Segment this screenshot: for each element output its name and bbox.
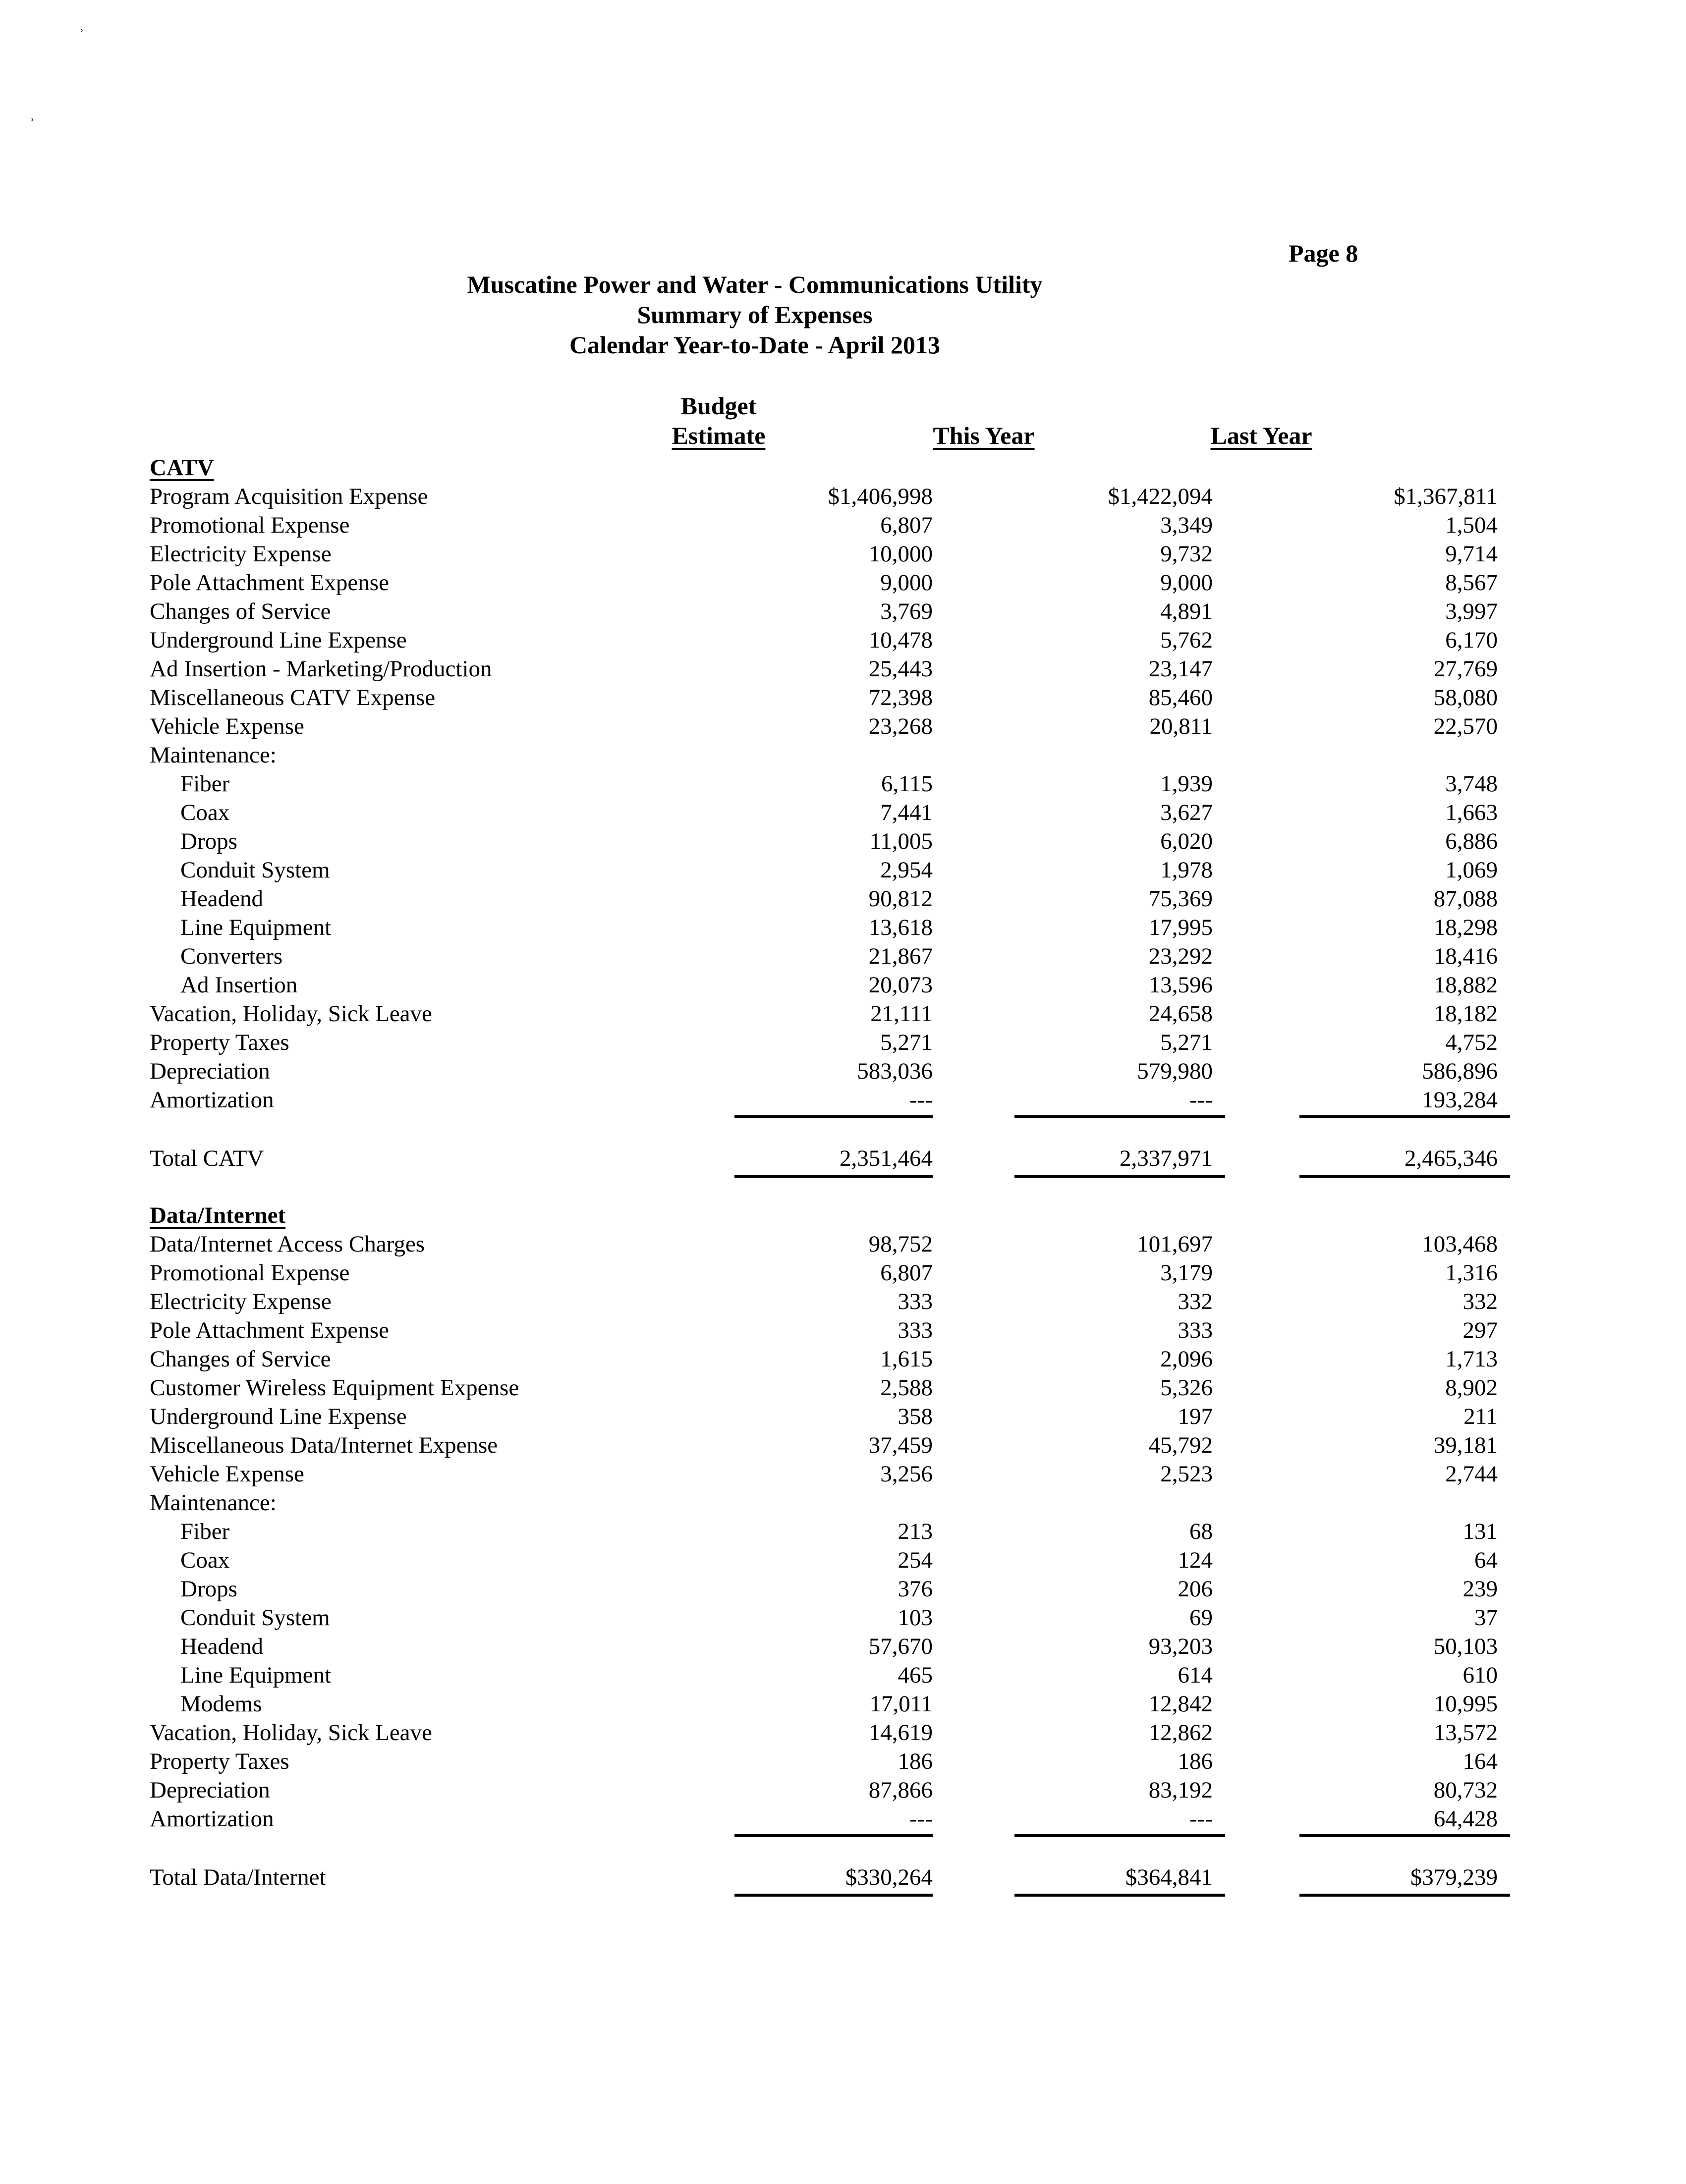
last-year-value: 13,572 — [1433, 1720, 1498, 1746]
table-row — [150, 1603, 1498, 1632]
row-label: Vacation, Holiday, Sick Leave — [150, 1720, 432, 1746]
table-row — [150, 1345, 1498, 1373]
last-year-value: 18,182 — [1433, 1001, 1498, 1027]
table-row — [150, 1028, 1498, 1057]
row-label: Coax — [180, 800, 230, 825]
last-year-value: 610 — [1462, 1662, 1498, 1688]
this-year-value: 3,627 — [1160, 800, 1213, 825]
last-year-value: 164 — [1462, 1748, 1498, 1774]
budget-value: 11,005 — [869, 828, 933, 854]
this-year-value: 83,192 — [1148, 1777, 1213, 1803]
row-label: Vacation, Holiday, Sick Leave — [150, 1001, 432, 1027]
table-row — [150, 827, 1498, 856]
last-year-value: 18,298 — [1433, 915, 1498, 940]
last-year-value: 22,570 — [1433, 713, 1498, 739]
budget-value: 583,036 — [857, 1058, 933, 1084]
this-year-value: 9,732 — [1160, 541, 1213, 567]
column-header-budget-estimate: Estimate — [672, 422, 766, 449]
budget-value: 10,000 — [868, 541, 933, 567]
row-label: Property Taxes — [150, 1748, 289, 1774]
table-row — [150, 1057, 1498, 1086]
underline-rule — [734, 1834, 933, 1837]
table-row — [150, 884, 1498, 913]
this-year-value: 23,147 — [1148, 656, 1213, 682]
budget-value: 9,000 — [880, 570, 933, 596]
table-row — [150, 712, 1498, 741]
budget-value: 10,478 — [868, 627, 933, 653]
table-row — [150, 1546, 1498, 1575]
section-header-data-internet — [150, 1201, 1364, 1230]
this-year-value: 1,939 — [1160, 771, 1213, 797]
this-year-value: 2,096 — [1160, 1346, 1213, 1372]
row-label: Promotional Expense — [150, 1260, 350, 1286]
last-year-value: 37 — [1474, 1605, 1498, 1631]
last-year-value: 64,428 — [1433, 1806, 1498, 1832]
row-label: Electricity Expense — [150, 541, 332, 567]
this-year-value: 5,326 — [1160, 1375, 1213, 1401]
column-header-budget-top: Budget — [680, 392, 757, 420]
budget-value: 254 — [898, 1547, 933, 1573]
underline-rule — [734, 1115, 933, 1118]
budget-value: 87,866 — [868, 1777, 933, 1803]
budget-value: 1,615 — [880, 1346, 933, 1372]
row-label: Coax — [180, 1547, 230, 1573]
table-row — [150, 1632, 1498, 1661]
this-year-value: 13,596 — [1148, 972, 1213, 998]
budget-value: 37,459 — [868, 1432, 933, 1458]
row-label: Miscellaneous Data/Internet Expense — [150, 1432, 498, 1458]
last-year-value: 9,714 — [1445, 541, 1498, 567]
budget-value: 3,256 — [880, 1461, 933, 1487]
this-year-value: 197 — [1178, 1404, 1213, 1429]
report-period: Calendar Year-to-Date - April 2013 — [569, 331, 941, 359]
section-title: Data/Internet — [150, 1202, 286, 1228]
budget-value: 6,807 — [880, 1260, 933, 1286]
this-year-value: 333 — [1178, 1317, 1213, 1343]
this-year-value: 101,697 — [1137, 1231, 1213, 1257]
budget-value: 2,954 — [880, 857, 933, 883]
table-row — [150, 683, 1498, 712]
last-year-value: 6,170 — [1445, 627, 1498, 653]
last-year-value: 8,567 — [1445, 570, 1498, 596]
row-label: Pole Attachment Expense — [150, 570, 389, 596]
row-label: Changes of Service — [150, 599, 331, 624]
last-year-value: 87,088 — [1433, 886, 1498, 912]
last-year-value: 18,416 — [1433, 943, 1498, 969]
this-year-value: 6,020 — [1160, 828, 1213, 854]
table-row — [150, 626, 1498, 655]
last-year-value: 103,468 — [1422, 1231, 1498, 1257]
last-year-value: 2,465,346 — [1405, 1146, 1498, 1171]
budget-value: 3,769 — [880, 599, 933, 624]
this-year-value: 24,658 — [1148, 1001, 1213, 1027]
budget-value: 6,115 — [881, 771, 933, 797]
budget-value: 14,619 — [868, 1720, 933, 1746]
underline-rule — [1014, 1175, 1225, 1178]
this-year-value: 17,995 — [1148, 915, 1213, 940]
table-row — [150, 1718, 1498, 1747]
row-label: Depreciation — [150, 1058, 270, 1084]
budget-value: --- — [909, 1087, 933, 1113]
this-year-value: 1,978 — [1160, 857, 1213, 883]
page-number: Page 8 — [1289, 239, 1358, 267]
row-label: Promotional Expense — [150, 512, 350, 538]
table-row — [150, 1316, 1498, 1345]
budget-value: 21,867 — [868, 943, 933, 969]
budget-value: 98,752 — [868, 1231, 933, 1257]
budget-value: 5,271 — [880, 1030, 933, 1055]
this-year-value: 12,862 — [1148, 1720, 1213, 1746]
section-title: CATV — [150, 455, 214, 481]
underline-rule — [1014, 1115, 1225, 1118]
this-year-value: 2,337,971 — [1120, 1146, 1213, 1171]
this-year-value: 579,980 — [1137, 1058, 1213, 1084]
table-row — [150, 1287, 1498, 1316]
budget-value: 72,398 — [868, 685, 933, 710]
underline-rule — [1299, 1175, 1510, 1178]
table-row — [150, 540, 1498, 568]
table-row — [150, 511, 1498, 540]
row-label: Ad Insertion - Marketing/Production — [150, 656, 492, 682]
budget-value: $1,406,998 — [828, 484, 933, 509]
row-label: Total Data/Internet — [150, 1864, 326, 1890]
column-header-this-year: This Year — [933, 422, 1035, 449]
row-label: Headend — [180, 1634, 264, 1659]
table-row — [150, 1258, 1498, 1287]
this-year-value: 9,000 — [1160, 570, 1213, 596]
table-row — [150, 1086, 1498, 1114]
table-row — [150, 1230, 1498, 1258]
this-year-value: 75,369 — [1148, 886, 1213, 912]
this-year-value: 124 — [1178, 1547, 1213, 1573]
last-year-value: 50,103 — [1433, 1634, 1498, 1659]
table-row — [150, 1460, 1498, 1488]
table-row — [150, 482, 1498, 511]
this-year-value: 20,811 — [1149, 713, 1213, 739]
this-year-value: 4,891 — [1160, 599, 1213, 624]
table-row — [150, 856, 1498, 884]
section-header-catv — [150, 453, 1364, 482]
this-year-value: 68 — [1189, 1519, 1213, 1544]
total-row-data-internet — [150, 1863, 1498, 1892]
table-row — [150, 1690, 1498, 1718]
budget-value: 213 — [898, 1519, 933, 1544]
table-row — [150, 913, 1498, 942]
this-year-value: $1,422,094 — [1108, 484, 1213, 509]
last-year-value: 1,713 — [1445, 1346, 1498, 1372]
this-year-value: 93,203 — [1148, 1634, 1213, 1659]
last-year-value: 297 — [1462, 1317, 1498, 1343]
last-year-value: $1,367,811 — [1394, 484, 1498, 509]
row-label: Customer Wireless Equipment Expense — [150, 1375, 519, 1401]
budget-value: 13,618 — [868, 915, 933, 940]
last-year-value: 1,663 — [1445, 800, 1498, 825]
budget-value: 6,807 — [880, 512, 933, 538]
underline-rule — [734, 1175, 933, 1178]
table-row — [150, 1747, 1498, 1776]
budget-value: 57,670 — [868, 1634, 933, 1659]
table-row — [150, 1776, 1498, 1804]
this-year-value: 12,842 — [1148, 1691, 1213, 1717]
budget-value: 186 — [898, 1748, 933, 1774]
underline-rule — [1014, 1834, 1225, 1837]
table-row — [150, 942, 1498, 971]
last-year-value: 332 — [1462, 1289, 1498, 1314]
row-label: Modems — [180, 1691, 262, 1717]
table-row — [150, 1488, 1364, 1517]
this-year-value: 332 — [1178, 1289, 1213, 1314]
last-year-value: 3,997 — [1445, 599, 1498, 624]
this-year-value: 5,762 — [1160, 627, 1213, 653]
row-label: Drops — [180, 1576, 237, 1602]
underline-rule — [1299, 1834, 1510, 1837]
table-row — [150, 1402, 1498, 1431]
report-subtitle: Summary of Expenses — [637, 301, 873, 328]
row-label: Total CATV — [150, 1146, 264, 1171]
last-year-value: 131 — [1462, 1519, 1498, 1544]
row-label: Miscellaneous CATV Expense — [150, 685, 436, 710]
budget-value: 20,073 — [868, 972, 933, 998]
last-year-value: 6,886 — [1445, 828, 1498, 854]
budget-value: 2,351,464 — [840, 1146, 933, 1171]
row-label: Fiber — [180, 771, 230, 797]
row-label: Fiber — [180, 1519, 230, 1544]
budget-value: --- — [909, 1806, 933, 1832]
total-row-catv — [150, 1144, 1498, 1173]
row-label: Ad Insertion — [180, 972, 298, 998]
budget-value: 333 — [898, 1317, 933, 1343]
this-year-value: 69 — [1189, 1605, 1213, 1631]
table-row — [150, 655, 1498, 683]
row-label: Line Equipment — [180, 915, 332, 940]
this-year-value: 3,349 — [1160, 512, 1213, 538]
budget-value: 90,812 — [868, 886, 933, 912]
table-row — [150, 798, 1498, 827]
underline-rule — [1014, 1894, 1225, 1897]
last-year-value: 211 — [1463, 1404, 1498, 1429]
last-year-value: 58,080 — [1433, 685, 1498, 710]
budget-value: 376 — [898, 1576, 933, 1602]
last-year-value: 4,752 — [1445, 1030, 1498, 1055]
this-year-value: 5,271 — [1160, 1030, 1213, 1055]
last-year-value: 1,069 — [1445, 857, 1498, 883]
budget-value: 17,011 — [869, 1691, 933, 1717]
last-year-value: 3,748 — [1445, 771, 1498, 797]
budget-value: 7,441 — [880, 800, 933, 825]
last-year-value: 18,882 — [1433, 972, 1498, 998]
budget-value: 103 — [898, 1605, 933, 1631]
report-title: Muscatine Power and Water - Communications Utility — [467, 271, 1043, 298]
this-year-value: 3,179 — [1160, 1260, 1213, 1286]
row-label: Drops — [180, 828, 237, 854]
this-year-value: $364,841 — [1125, 1864, 1213, 1890]
last-year-value: 2,744 — [1445, 1461, 1498, 1487]
table-row — [150, 1517, 1498, 1546]
table-row — [150, 597, 1498, 626]
budget-value: 358 — [898, 1404, 933, 1429]
table-row — [150, 741, 1364, 769]
row-label: Vehicle Expense — [150, 713, 304, 739]
this-year-value: 614 — [1178, 1662, 1213, 1688]
table-row — [150, 1373, 1498, 1402]
last-year-value: 64 — [1474, 1547, 1498, 1573]
budget-value: 333 — [898, 1289, 933, 1314]
budget-value: 25,443 — [868, 656, 933, 682]
last-year-value: 8,902 — [1445, 1375, 1498, 1401]
row-label: Maintenance: — [150, 742, 277, 768]
last-year-value: 586,896 — [1422, 1058, 1498, 1084]
row-label: Converters — [180, 943, 283, 969]
table-row — [150, 1575, 1498, 1603]
table-row — [150, 999, 1498, 1028]
row-label: Amortization — [150, 1806, 274, 1832]
this-year-value: 23,292 — [1148, 943, 1213, 969]
last-year-value: 1,316 — [1445, 1260, 1498, 1286]
budget-value: 21,111 — [870, 1001, 933, 1027]
row-label: Changes of Service — [150, 1346, 331, 1372]
table-row — [150, 1804, 1498, 1833]
row-label: Amortization — [150, 1087, 274, 1113]
row-label: Data/Internet Access Charges — [150, 1231, 425, 1257]
this-year-value: 85,460 — [1148, 685, 1213, 710]
table-row — [150, 971, 1498, 999]
last-year-value: $379,239 — [1410, 1864, 1498, 1890]
table-row — [150, 1431, 1498, 1460]
last-year-value: 27,769 — [1433, 656, 1498, 682]
column-header-last-year: Last Year — [1210, 422, 1312, 449]
scan-mark: ˒ — [79, 20, 84, 36]
this-year-value: 2,523 — [1160, 1461, 1213, 1487]
this-year-value: 206 — [1178, 1576, 1213, 1602]
last-year-value: 39,181 — [1433, 1432, 1498, 1458]
last-year-value: 10,995 — [1433, 1691, 1498, 1717]
underline-rule — [1299, 1894, 1510, 1897]
last-year-value: 193,284 — [1422, 1087, 1498, 1113]
row-label: Underground Line Expense — [150, 627, 407, 653]
row-label: Underground Line Expense — [150, 1404, 407, 1429]
row-label: Line Equipment — [180, 1662, 332, 1688]
this-year-value: 186 — [1178, 1748, 1213, 1774]
scan-mark: ˒ — [30, 109, 35, 125]
this-year-value: --- — [1189, 1806, 1213, 1832]
row-label: Maintenance: — [150, 1490, 277, 1516]
table-row — [150, 568, 1498, 597]
underline-rule — [1299, 1115, 1510, 1118]
last-year-value: 1,504 — [1445, 512, 1498, 538]
last-year-value: 239 — [1462, 1576, 1498, 1602]
row-label: Pole Attachment Expense — [150, 1317, 389, 1343]
last-year-value: 80,732 — [1433, 1777, 1498, 1803]
budget-value: 23,268 — [868, 713, 933, 739]
budget-value: 465 — [898, 1662, 933, 1688]
table-row — [150, 769, 1498, 798]
row-label: Headend — [180, 886, 264, 912]
this-year-value: --- — [1189, 1087, 1213, 1113]
row-label: Property Taxes — [150, 1030, 289, 1055]
budget-value: $330,264 — [845, 1864, 933, 1890]
row-label: Conduit System — [180, 1605, 330, 1631]
row-label: Program Acquisition Expense — [150, 484, 428, 509]
this-year-value: 45,792 — [1148, 1432, 1213, 1458]
row-label: Electricity Expense — [150, 1289, 332, 1314]
row-label: Vehicle Expense — [150, 1461, 304, 1487]
table-row — [150, 1661, 1498, 1690]
row-label: Depreciation — [150, 1777, 270, 1803]
underline-rule — [734, 1894, 933, 1897]
budget-value: 2,588 — [880, 1375, 933, 1401]
row-label: Conduit System — [180, 857, 330, 883]
